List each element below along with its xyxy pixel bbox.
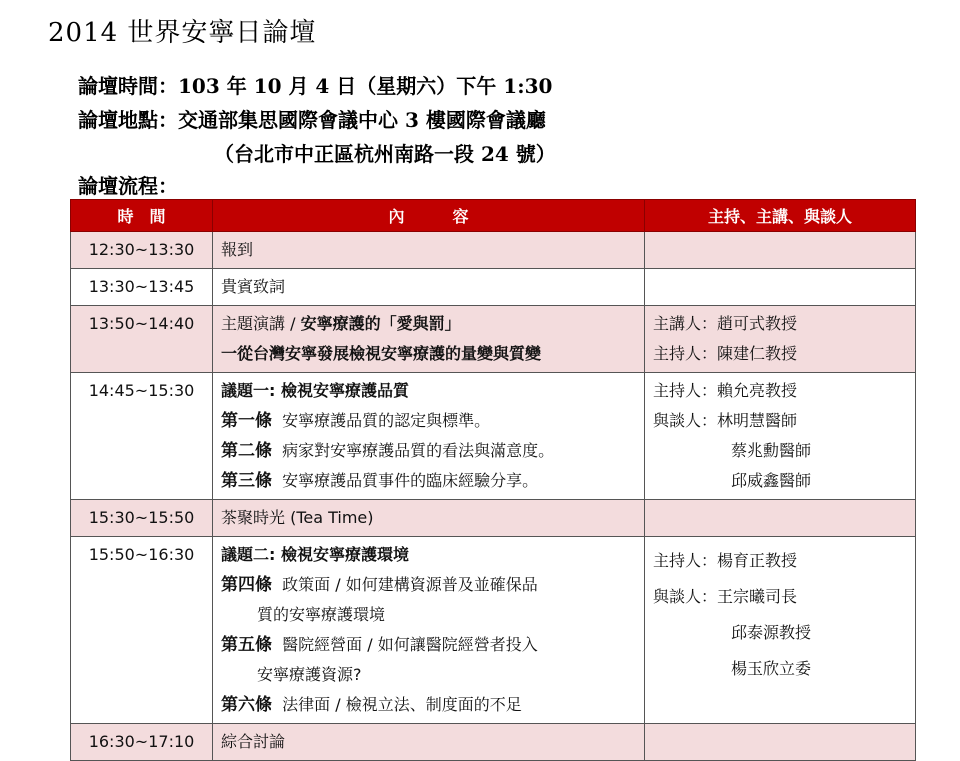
table-row <box>71 724 916 761</box>
row-time: 14:45~15:30 <box>71 373 213 500</box>
item-label: 第四條 <box>221 575 272 595</box>
moderator: 主持人：楊育正教授 <box>653 551 798 570</box>
agenda-table <box>70 199 916 761</box>
keynote-line <box>221 309 636 339</box>
row-time: 16:30~17:10 <box>71 724 213 761</box>
row-time: 12:30~13:30 <box>71 232 213 269</box>
row-people <box>645 306 916 373</box>
panelist: 與談人：王宗曦司長 <box>653 587 798 606</box>
item-continuation: 質的安寧療護環境 <box>257 605 386 624</box>
panelist: 與談人：林明慧醫師 <box>653 411 798 430</box>
keynote-subtitle: 一從台灣安寧發展檢視安寧療護的量變與質變 <box>221 344 542 363</box>
panelist: 邱威鑫醫師 <box>731 471 812 490</box>
panelist: 蔡兆勳醫師 <box>731 441 812 460</box>
keynote-title: 安寧療護的「愛與罰」 <box>300 314 461 333</box>
topic-item <box>221 690 636 720</box>
item-label: 第五條 <box>221 635 272 655</box>
table-row <box>71 232 916 269</box>
item-text: 醫院經營面 / 如何讓醫院經營者投入 <box>282 635 538 654</box>
row-people <box>645 537 916 724</box>
forum-time-label: 論壇時間： <box>78 74 178 98</box>
forum-place-value: 交通部集思國際會議中心 3 樓國際會議廳 <box>178 108 546 132</box>
table-row <box>71 306 916 373</box>
item-label: 第三條 <box>221 471 272 491</box>
forum-place-label: 論壇地點： <box>78 108 178 132</box>
topic-item <box>221 630 636 660</box>
item-text: 安寧療護品質事件的臨床經驗分享。 <box>282 471 539 490</box>
row-people <box>645 500 916 537</box>
topic-heading: 議題一: 檢視安寧療護品質 <box>221 381 409 400</box>
row-time: 15:50~16:30 <box>71 537 213 724</box>
agenda-header-row <box>71 200 916 232</box>
item-label: 第一條 <box>221 411 272 431</box>
panelist: 邱泰源教授 <box>731 623 812 642</box>
topic-heading: 議題二: 檢視安寧療護環境 <box>221 545 409 564</box>
row-people <box>645 269 916 306</box>
topic-item <box>221 406 636 436</box>
speaker: 主講人：趙可式教授 <box>653 314 798 333</box>
table-row <box>71 537 916 724</box>
forum-place <box>78 104 546 133</box>
row-content: 貴賓致詞 <box>213 269 645 306</box>
topic-item <box>221 570 636 600</box>
page-title: 2014 世界安寧日論壇 <box>48 18 317 48</box>
topic-item <box>221 436 636 466</box>
topic-item <box>221 466 636 496</box>
row-content: 茶聚時光 (Tea Time) <box>213 500 645 537</box>
item-text: 安寧療護品質的認定與標準。 <box>282 411 491 430</box>
row-time: 13:30~13:45 <box>71 269 213 306</box>
table-row <box>71 373 916 500</box>
item-label: 第六條 <box>221 695 272 715</box>
moderator: 主持人：陳建仁教授 <box>653 344 798 363</box>
row-time: 13:50~14:40 <box>71 306 213 373</box>
table-row <box>71 500 916 537</box>
header-content: 內 容 <box>213 200 645 232</box>
moderator: 主持人：賴允亮教授 <box>653 381 798 400</box>
table-row <box>71 269 916 306</box>
item-label: 第二條 <box>221 441 272 461</box>
row-people <box>645 232 916 269</box>
panelist: 楊玉欣立委 <box>731 659 812 678</box>
forum-address: （台北市中正區杭州南路一段 24 號） <box>214 142 556 166</box>
row-time: 15:30~15:50 <box>71 500 213 537</box>
row-content <box>213 373 645 500</box>
item-text: 法律面 / 檢視立法、制度面的不足 <box>282 695 522 714</box>
row-people <box>645 373 916 500</box>
row-content: 綜合討論 <box>213 724 645 761</box>
header-time: 時 間 <box>71 200 213 232</box>
forum-time-value: 103 年 10 月 4 日（星期六）下午 1:30 <box>178 74 553 98</box>
row-content <box>213 537 645 724</box>
forum-time <box>78 70 552 99</box>
row-content <box>213 306 645 373</box>
item-text: 病家對安寧療護品質的看法與滿意度。 <box>282 441 555 460</box>
keynote-prefix: 主題演講 / <box>221 314 301 333</box>
row-content: 報到 <box>213 232 645 269</box>
row-people <box>645 724 916 761</box>
item-text: 政策面 / 如何建構資源普及並確保品 <box>282 575 538 594</box>
item-continuation: 安寧療護資源? <box>257 665 362 684</box>
forum-flow-label: 論壇流程： <box>78 174 178 198</box>
header-people: 主持、主講、與談人 <box>645 200 916 232</box>
